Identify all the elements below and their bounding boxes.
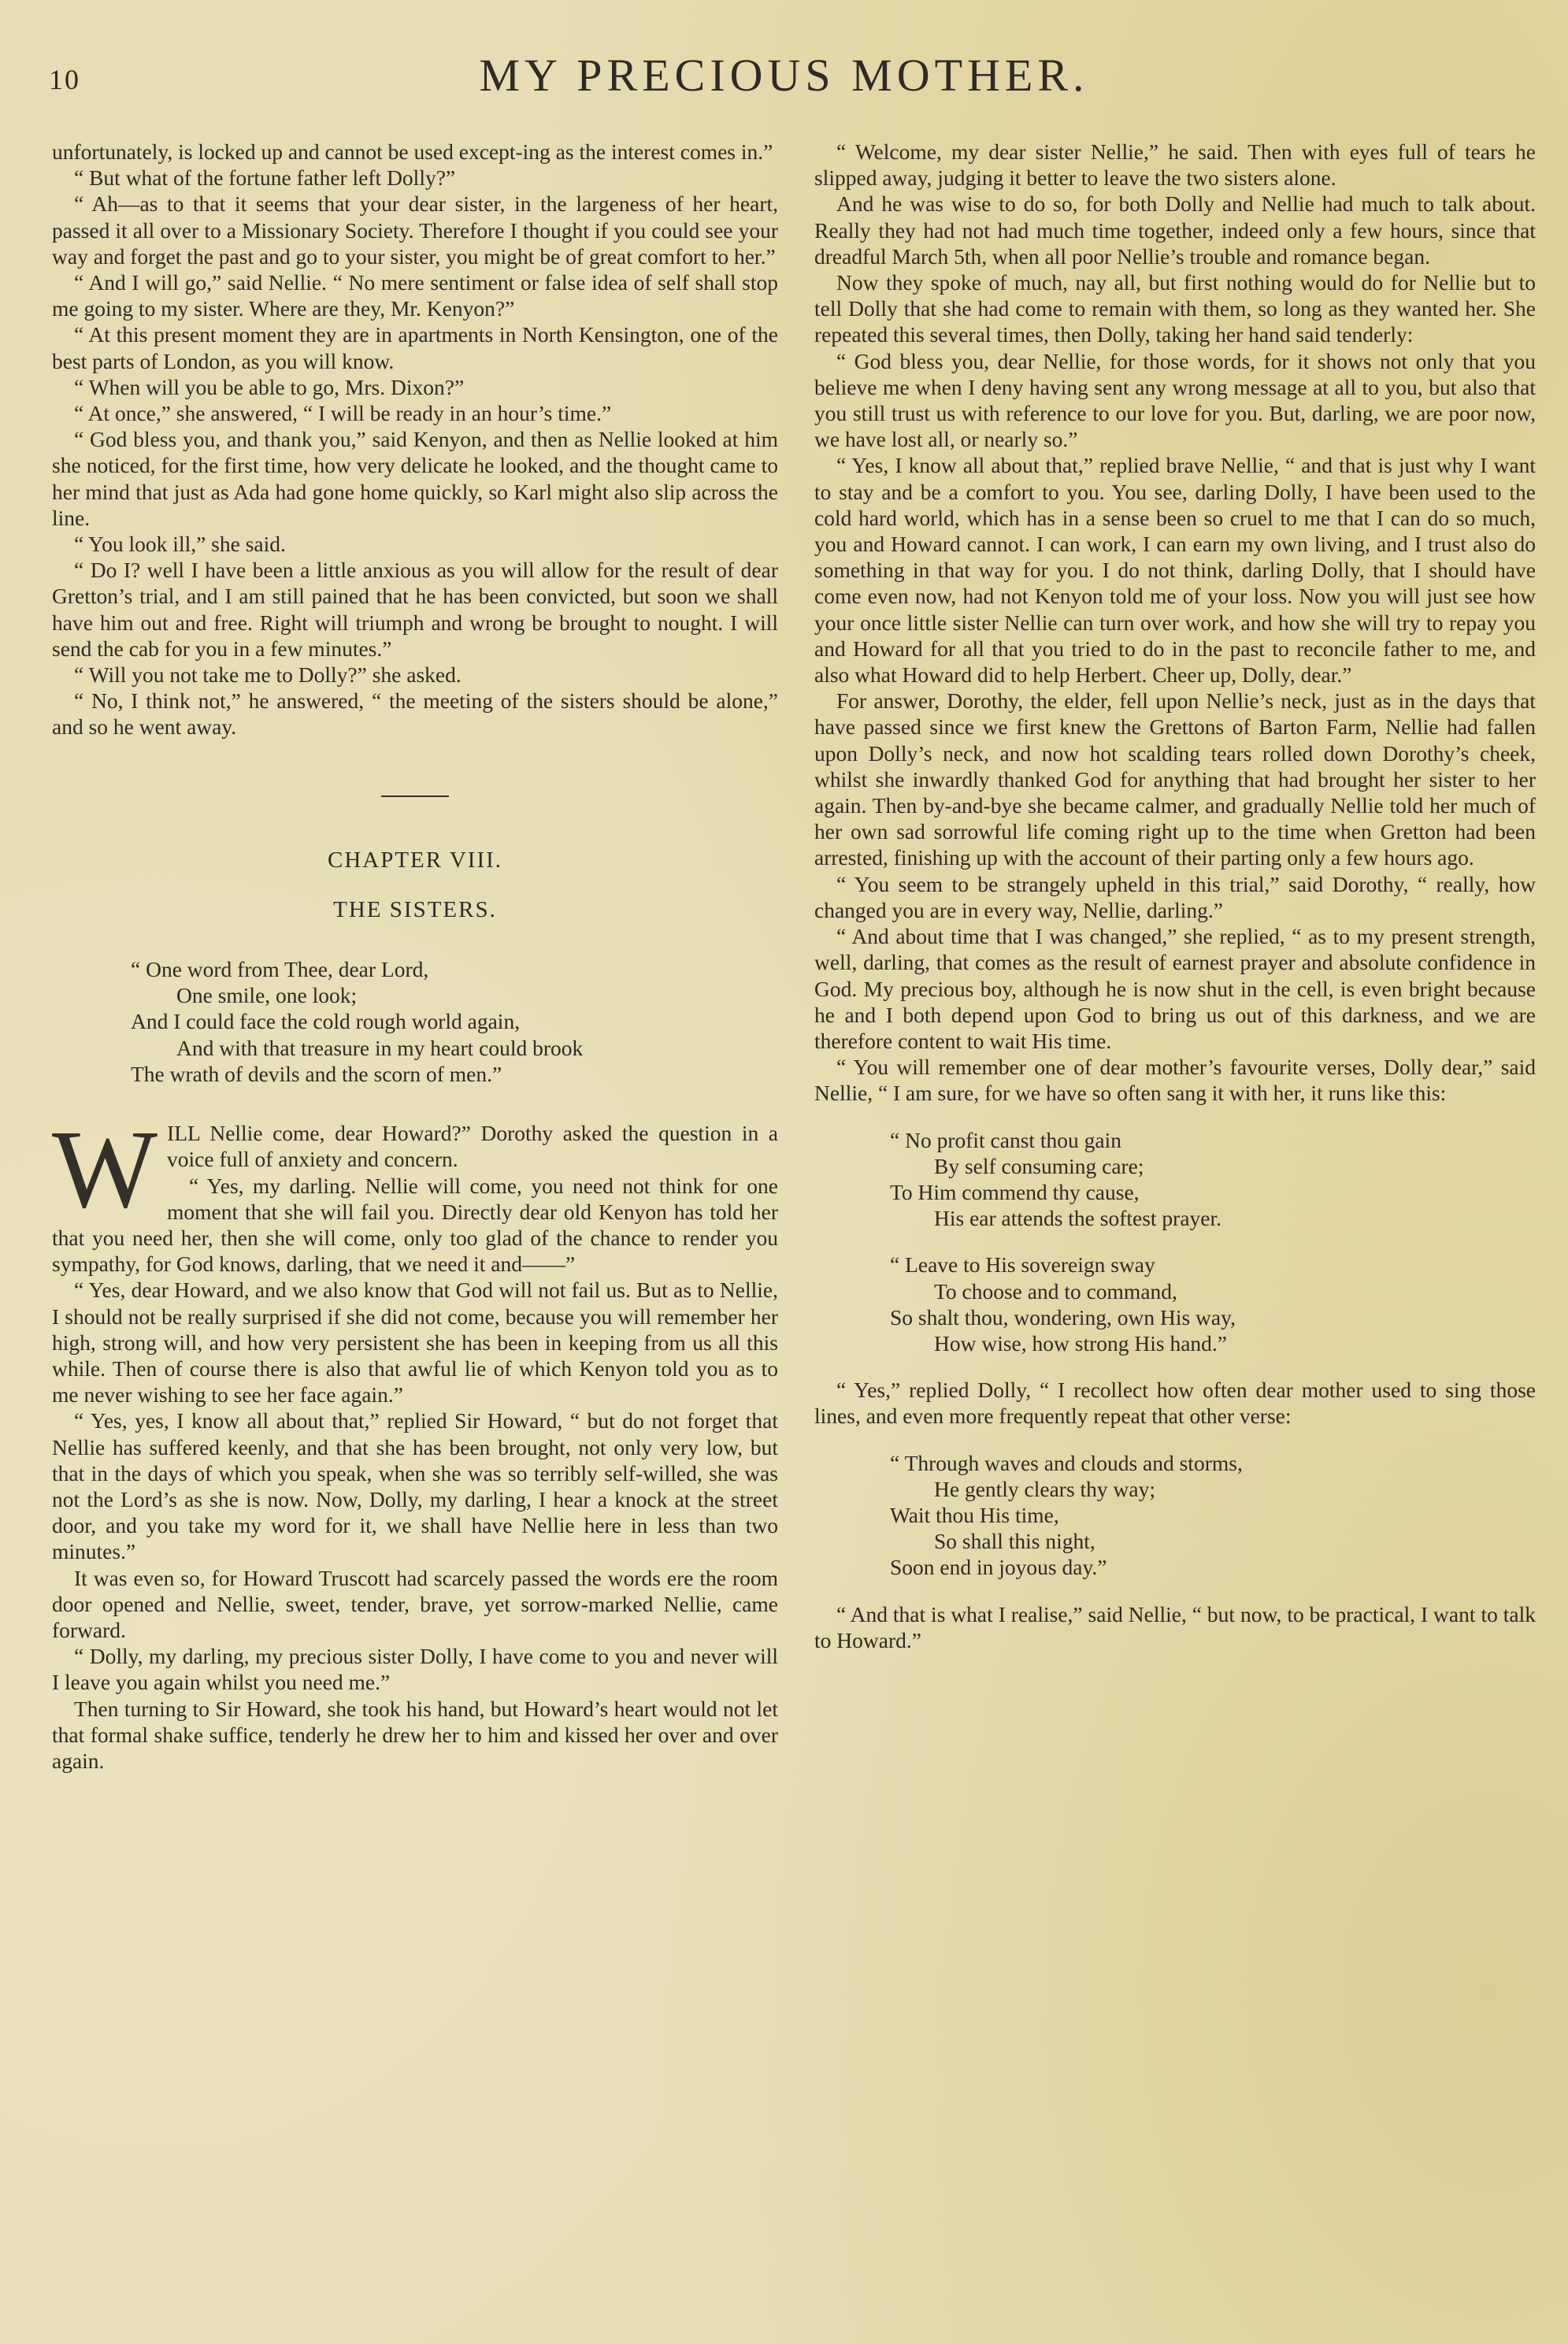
verse-line: One smile, one look; (176, 983, 358, 1008)
paragraph: “ Ah—as to that it seems that your dear sister, in the largeness of her heart, passed it all over to a Missionary Society. Therefore I thought if you could see your way and forget the past and go to your sister, you might be of great comfort to her.” (52, 191, 778, 269)
verse-line: Soon end in joyous day.” (890, 1555, 1107, 1580)
right-column (814, 139, 1536, 1653)
paragraph: Then turning to Sir Howard, she took his hand, but Howard’s heart would not let that formal shake suffice, tenderly he drew her to him and kissed her over and over again. (52, 1696, 778, 1773)
verse-line: “ Through waves and clouds and storms, (890, 1450, 1243, 1475)
verse-line: He gently clears thy way; (934, 1476, 1156, 1501)
paragraph: “ You look ill,” she said. (74, 532, 286, 557)
verse-line: So shalt thou, wondering, own His way, (890, 1304, 1236, 1330)
paragraph: It was even so, for Howard Truscott had scarcely passed the words ere the room door opened and Nellie, sweet, tender, brave, yet sorrow-marked Nellie, came forward. (52, 1565, 778, 1642)
running-header: MY PRECIOUS MOTHER. (479, 50, 1089, 101)
paragraph: “ You seem to be strangely upheld in this trial,” said Dorothy, “ really, how changed you are in every way, Nellie, darling.” (814, 871, 1536, 922)
paragraph: “ At once,” she answered, “ I will be ready in an hour’s time.” (74, 401, 612, 426)
verse-line: So shall this night, (934, 1529, 1095, 1554)
paragraph: “ Do I? well I have been a little anxious as you will allow for the result of dear Gretton’s trial, and I am still pained that he has been convicted, but soon we shall have him out and free. Right will triumph and wrong be brought to nought. I will send the cab for you in a few minutes.” (52, 558, 778, 661)
paragraph: “ God bless you, and thank you,” said Kenyon, and then as Nellie looked at him she noticed, for the first time, how very delicate he looked, and the thought came to her mind that just as Ada had gone home quickly, so Karl might also slip across the line. (52, 427, 778, 530)
paragraph: “ And about time that I was changed,” she replied, “ as to my present strength, well, darling, that comes as the result of earnest prayer and absolute confidence in God. My precious boy, although he is now shut in the cell, is even bright because he and I both depend upon God to bring us out of this darkness, and we are therefore content to wait His time. (814, 924, 1536, 1053)
paragraph: “ You will remember one of dear mother’s favourite verses, Dolly dear,” said Nellie, “ I am sure, for we have so often sang it with her, it runs like this: (814, 1055, 1536, 1106)
paragraph: “ And I will go,” said Nellie. “ No mere sentiment or false idea of self shall stop me going to my sister. Where are they, Mr. Kenyon?” (52, 270, 778, 321)
paragraph: And he was wise to do so, for both Dolly and Nellie had much to talk about. Really they had not had much time together, indeed only a few hours, since that dreadful March 5th, when all poor Nellie’s trouble and romance began. (814, 191, 1536, 269)
stanza-gap (890, 1231, 1536, 1252)
paragraph: “ Dolly, my darling, my precious sister Dolly, I have come to you and never will I leave you again whilst you need me.” (52, 1644, 778, 1695)
paragraph: “ At this present moment they are in apartments in North Kensington, one of the best parts of London, as you will know. (52, 322, 778, 373)
paragraph: “ Welcome, my dear sister Nellie,” he said. Then with eyes full of tears he slipped away, judging it better to leave the two sisters alone. (814, 139, 1536, 191)
epigraph (131, 956, 778, 1087)
paragraph: For answer, Dorothy, the elder, fell upon Nellie’s neck, just as in the days that have passed since we first knew the Grettons of Barton Farm, Nellie had fallen upon Dolly’s neck, and now hot scalding tears rolled down Dorothy’s cheek, whilst she inwardly thanked God for anything that had brought her sister to her again. Then by-and-bye she became calmer, and gradually Nellie told her much of her own sad sorrowful life coming right up to the time when Gretton had been arrested, finishing up with the account of their parting only a few hours ago. (814, 688, 1536, 870)
paragraph: “ No, I think not,” he answered, “ the meeting of the sisters should be alone,” and so he went away. (52, 688, 778, 740)
paragraph: “ Yes, yes, I know all about that,” replied Sir Howard, “ but do not forget that Nellie has suffered keenly, and that she has been brought, not only very low, but that in the days of which you speak, when she was so terribly self-willed, she was not the Lord’s as she is now. Now, Dolly, my darling, I hear a knock at the street door, and you take my word for it, we shall have Nellie here in less than two minutes.” (52, 1408, 778, 1564)
verse-line: The wrath of devils and the scorn of men.” (131, 1061, 502, 1086)
paragraph: “ Yes,” replied Dolly, “ I recollect how often dear mother used to sing those lines, and even more frequently repeat that other verse: (814, 1378, 1536, 1429)
verse-line: Wait thou His time, (890, 1502, 1059, 1527)
drop-cap: W (52, 1107, 158, 1232)
paragraph: “ Yes, I know all about that,” replied brave Nellie, “ and that is just why I want to stay and be a comfort to you. You see, darling Dolly, I have been used to the cold hard world, which has in a sense been so cruel to me that I can do so much, you and Howard cannot. I can work, I can earn my own living, and I trust also do something in that way for you. I do not think, darling Dolly, that I should have come even now, had not Kenyon told me of your loss. Now you will just see how your once little sister Nellie can turn over work, and how she will try to repay you and Howard for all that you tried to do in the past to reconcile father to me, and also what Howard did to help Herbert. Cheer up, Dolly, dear.” (814, 453, 1536, 688)
opening-text: ILL Nellie come, dear Howard?” Dorothy asked the question in a voice full of anxiety and concern. (167, 1121, 778, 1172)
verse-line: His ear attends the softest prayer. (934, 1206, 1222, 1231)
verse-line: To choose and to command, (934, 1278, 1177, 1304)
hymn-verse (890, 1127, 1536, 1357)
verse-line: “ Leave to His sovereign sway (890, 1252, 1155, 1278)
paragraph: Now they spoke of much, nay all, but first nothing would do for Nellie but to tell Dolly that she had come to remain with them, so long as they wanted her. She repeated this several times, then Dolly, taking her hand said tenderly: (814, 270, 1536, 347)
verse-line: To Him commend thy cause, (890, 1179, 1140, 1204)
chapter-number: CHAPTER VIII. (327, 847, 503, 873)
chapter-title: THE SISTERS. (333, 896, 497, 922)
verse-line: And I could face the cold rough world again, (131, 1009, 521, 1034)
verse-line: By self consuming care; (934, 1153, 1144, 1178)
paragraph: “ Yes, dear Howard, and we also know that God will not fail us. But as to Nellie, I should not be really surprised if she did not come, because you will remember her high, strong will, and how very persistent she has been in keeping from us all this while. Then of course there is also that awful lie of which Kenyon told you as to me never wishing to see her face again.” (52, 1278, 778, 1408)
paragraph: “ When will you be able to go, Mrs. Dixon?” (74, 374, 465, 399)
page-number: 10 (49, 64, 80, 95)
paragraph: unfortunately, is locked up and cannot be used except-ing as the interest comes in.” (52, 139, 773, 164)
left-column (52, 139, 778, 1774)
verse-line: How wise, how strong His hand.” (934, 1330, 1227, 1356)
verse-line: “ One word from Thee, dear Lord, (131, 957, 429, 982)
paragraph: “ And that is what I realise,” said Nellie, “ but now, to be practical, I want to talk to Howard.” (814, 1601, 1536, 1652)
verse-line: “ No profit canst thou gain (890, 1127, 1122, 1152)
paragraph: “ But what of the fortune father left Dolly?” (74, 165, 456, 191)
paragraph: “ Yes, my darling. Nellie will come, you need not think for one moment that she will fail you. Directly dear old Kenyon has told her that you need her, then she will come, only too glad of the chance to render you sympathy, for God knows, darling, that we need it and——” (52, 1173, 778, 1277)
verse-line: And with that treasure in my heart could brook (176, 1035, 584, 1060)
paragraph: “ Will you not take me to Dolly?” she asked. (74, 662, 462, 688)
hymn-verse (890, 1450, 1536, 1581)
section-divider (381, 796, 449, 797)
paragraph: “ God bless you, dear Nellie, for those words, for it shows not only that you believe me when I deny having sent any wrong message at all to you, but also that you still trust us with reference to our love for you. But, darling, we are poor now, we have lost all, or nearly so.” (814, 348, 1536, 452)
